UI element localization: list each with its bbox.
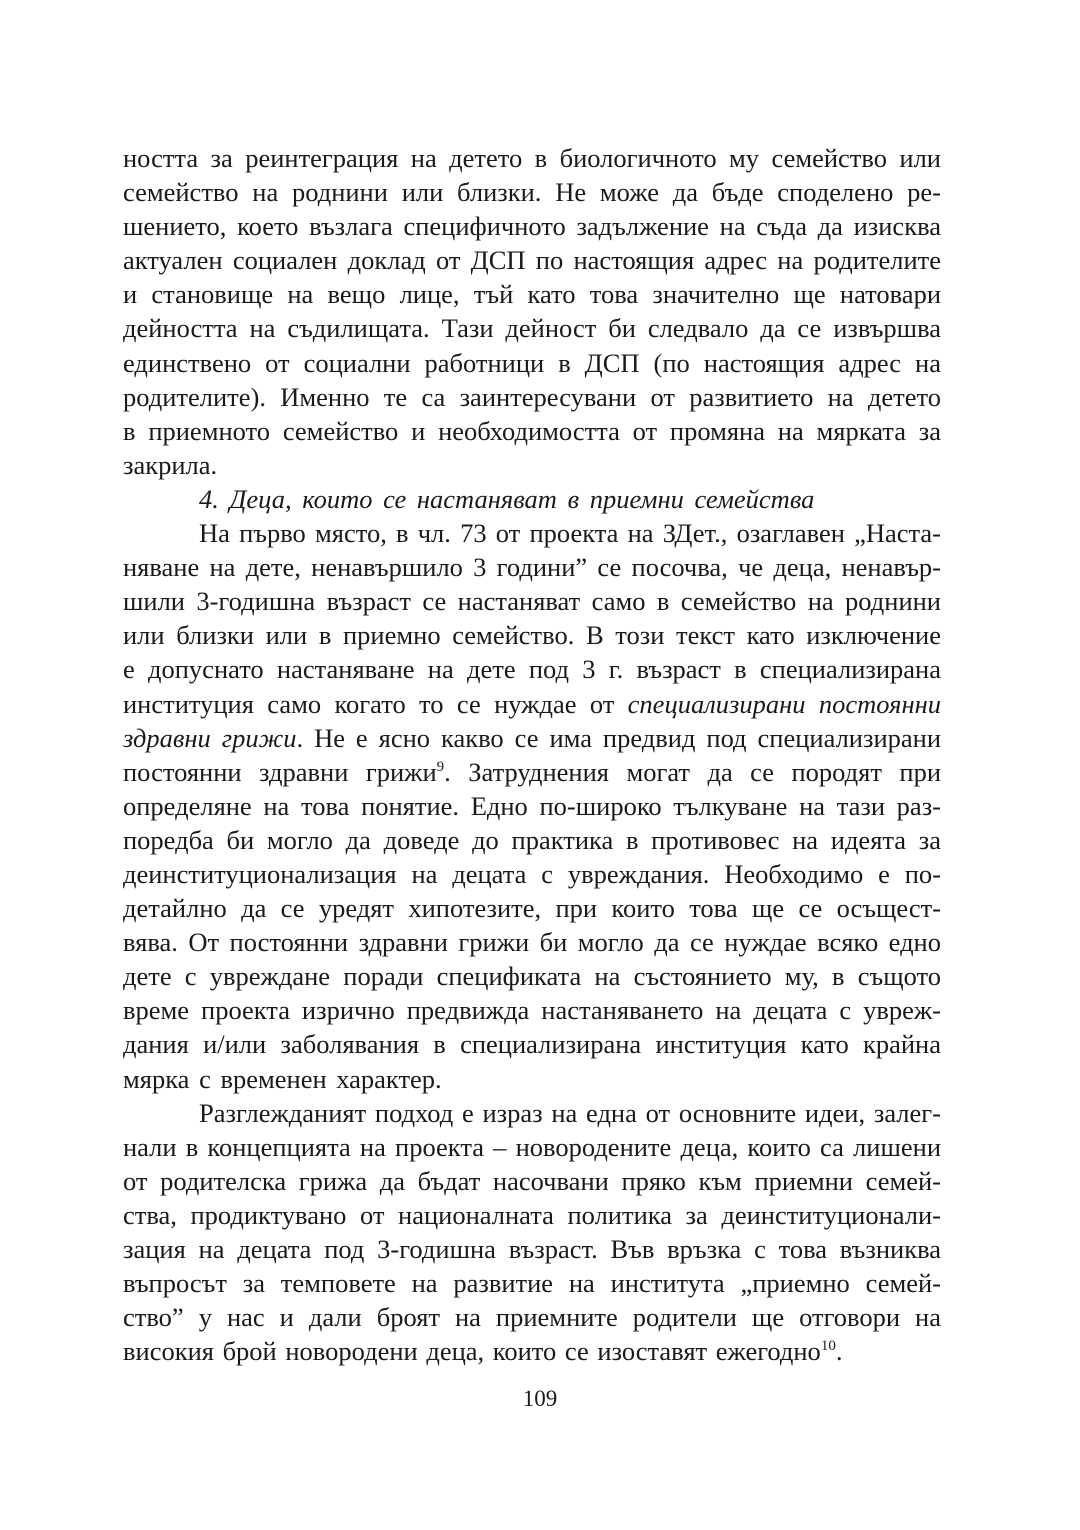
- text-line: нали в концепцията на проекта – новородените деца, които са лишени: [123, 1131, 941, 1162]
- text-line: [123, 721, 941, 755]
- italic-emphasis: здравни грижи: [123, 722, 297, 753]
- text-line: [123, 687, 941, 721]
- paragraph-2: [123, 516, 941, 1096]
- text-line: определяне на това понятие. Едно по-широко тълкуване на тази раз-: [123, 790, 941, 821]
- text-line: дейността на съдилищата. Тази дейност би следвало да се извършва: [123, 313, 941, 344]
- text-line: дания и/или заболявания в специализирана институция като крайна: [123, 1029, 941, 1060]
- text-line: семейство на роднини или близки. Не може да бъде споделено ре-: [123, 177, 941, 208]
- text-line: зация на децата под 3-годишна възраст. Във връзка с това възниква: [123, 1234, 941, 1264]
- text-line: [123, 755, 941, 789]
- text-run: . Не е ясно какво се има предвид под специализирани: [296, 722, 941, 753]
- text-line: време проекта изрично предвижда настаняването на децата с увреж-: [123, 995, 941, 1026]
- footnote-ref: 9: [436, 758, 445, 775]
- paragraph-1: [123, 141, 941, 482]
- text-run: .: [835, 1336, 843, 1367]
- italic-emphasis: специализирани постоянни: [627, 688, 941, 719]
- text-line: е допуснато настаняване на дете под 3 г. възраст в специализирана: [123, 654, 941, 685]
- text-line: Разглежданият подход е израз на една от основните идеи, залег-: [199, 1097, 941, 1128]
- footnote-ref: 10: [820, 1338, 836, 1355]
- page-body: [123, 141, 941, 1368]
- text-line: или близки или в приемно семейство. В този текст като изключение: [123, 620, 941, 651]
- section-heading: 4. Деца, които се настаняват в приемни семейства: [199, 483, 815, 514]
- text-line: ността за реинтеграция на детето в биологичното му семейство или: [123, 143, 941, 173]
- text-line: няване на дете, ненавършило 3 години” се посочва, че деца, ненавър-: [123, 552, 941, 583]
- text-line: дете с увреждане поради спецификата на състоянието му, в същото: [123, 961, 941, 992]
- text-line: деинституционализация на децата с увреждания. Необходимо е по-: [123, 858, 941, 889]
- text-line: мярка с временен характер.: [123, 1063, 442, 1094]
- text-line: единствено от социални работници в ДСП (по настоящия адрес на: [123, 347, 941, 378]
- text-run: постоянни здравни грижи: [123, 756, 437, 787]
- text-line: [123, 1334, 941, 1368]
- paragraph-3: [123, 1096, 941, 1369]
- text-line: родителите). Именно те са заинтересувани от развитието на детето: [123, 381, 941, 412]
- text-line: На първо място, в чл. 73 от проекта на ЗДет., озаглавен „Наста-: [199, 518, 941, 549]
- text-line: поредба би могло да доведе до практика в противовес на идеята за: [123, 824, 941, 855]
- text-run: . Затруднения могат да се породят при: [444, 756, 942, 787]
- text-line: закрила.: [123, 449, 218, 480]
- text-line: ство” у нас и дали броят на приемните родители ще отговори на: [123, 1302, 941, 1333]
- text-line: в приемното семейство и необходимостта от промяна на мярката за: [123, 415, 941, 446]
- text-line: вява. От постоянни здравни грижи би могло да се нуждае всяко едно: [123, 927, 941, 958]
- text-line: актуален социален доклад от ДСП по настоящия адрес на родителите: [123, 245, 941, 276]
- text-line: ства, продиктувано от националната политика за деинституционали-: [123, 1199, 941, 1230]
- text-line: детайлно да се уредят хипотезите, при които това ще се осъщест-: [123, 893, 941, 924]
- text-line: шили 3-годишна възраст се настаняват само в семейство на роднини: [123, 586, 941, 617]
- text-line: въпросът за темповете на развитие на института „приемно семей-: [123, 1268, 941, 1299]
- text-line: и становище на вещо лице, тъй като това значително ще натовари: [123, 279, 941, 310]
- text-line: шението, което възлага специфичното задължение на съда да изисква: [123, 211, 941, 242]
- text-run: високия брой новородени деца, които се изоставят ежегодно: [123, 1336, 821, 1367]
- text-run: институция само когато то се нуждае от: [123, 688, 628, 719]
- page-number: 109: [522, 1386, 558, 1411]
- text-line: от родителска грижа да бъдат насочвани пряко към приемни семей-: [123, 1165, 941, 1196]
